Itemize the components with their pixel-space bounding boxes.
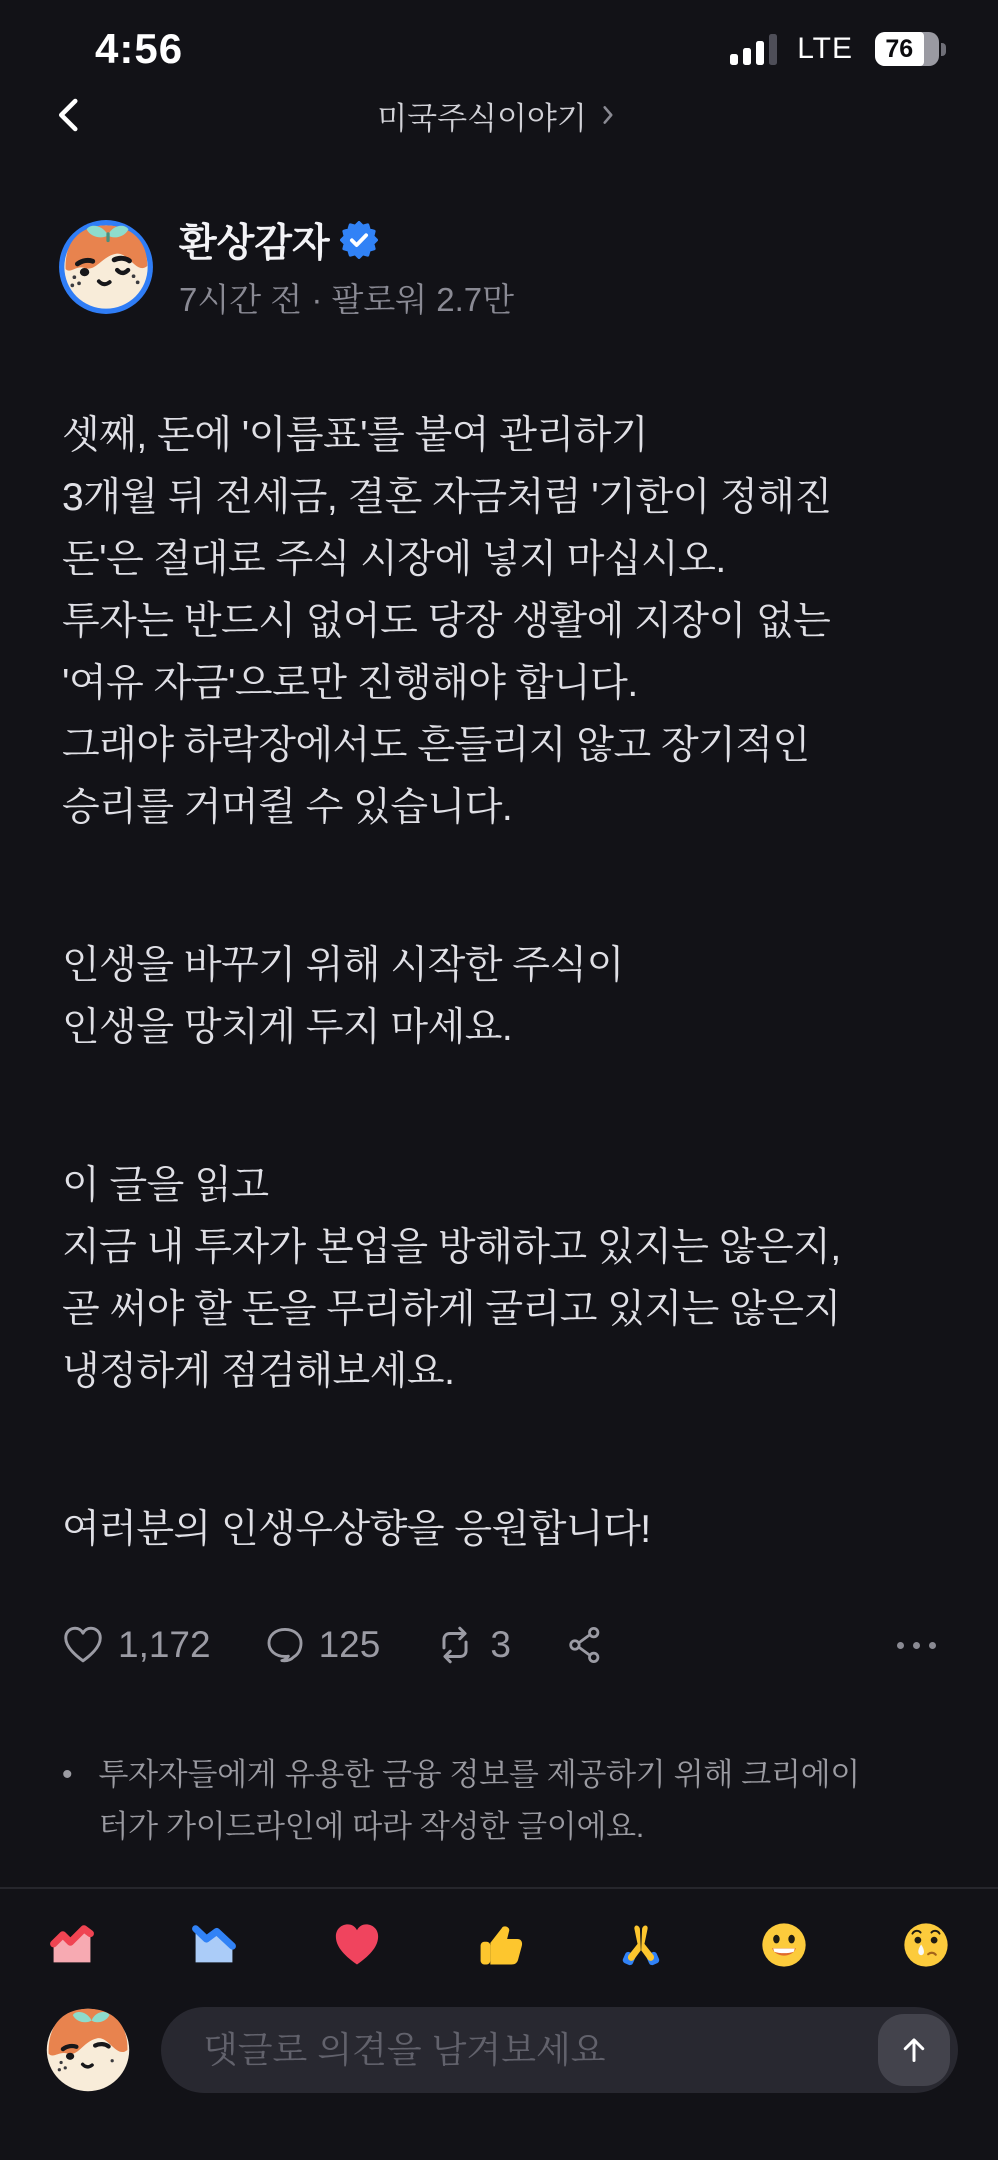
comment-bubble-icon <box>263 1623 307 1667</box>
heart-icon <box>331 1919 383 1971</box>
reaction-thumbs-up[interactable] <box>473 1919 525 1971</box>
reaction-chart-up[interactable] <box>46 1919 98 1971</box>
nav-bar <box>0 72 998 158</box>
smile-face-icon <box>758 1919 810 1971</box>
heart-outline-icon <box>60 1622 106 1668</box>
like-count: 1,172 <box>118 1624 211 1665</box>
comment-count: 125 <box>318 1624 381 1665</box>
comment-input[interactable] <box>203 2029 878 2071</box>
back-button[interactable] <box>44 89 96 141</box>
chart-down-icon <box>188 1919 240 1971</box>
repost-button[interactable] <box>432 1622 511 1668</box>
post-paragraph: 셋째, 돈에 '이름표'를 붙여 관리하기 3개월 뒤 전세금, 결혼 자금처럼 '기한이 정해진 돈'은 절대로 주식 시장에 넣지 마십시오. 투자는 반드시 없어도 당장 생활에 지장이 없는 '여유 자금'으로만 진행해야 합니다. 그래야 하락장에서도 흔들리지 않고 장기적인 승리를 거머쥘 수 있습니다. <box>62 414 832 829</box>
clock: 4:56 <box>95 25 184 72</box>
reaction-smile-face[interactable] <box>758 1919 810 1971</box>
battery-icon <box>875 32 946 66</box>
reaction-heart[interactable] <box>331 1919 383 1971</box>
signal-strength-icon <box>730 33 777 65</box>
author-avatar[interactable] <box>57 218 155 316</box>
thumbs-up-icon <box>473 1919 525 1971</box>
reaction-chart-down[interactable] <box>188 1919 240 1971</box>
repost-icon <box>432 1622 478 1668</box>
comment-button[interactable] <box>263 1623 381 1667</box>
disclaimer <box>0 1749 998 1853</box>
reaction-teary-face[interactable] <box>900 1919 952 1971</box>
folded-hands-icon <box>615 1919 667 1971</box>
chevron-right-icon <box>595 102 621 128</box>
more-options-button[interactable] <box>895 1636 938 1655</box>
disclaimer-text: 투자자들에게 유용한 금융 정보를 제공하기 위해 크리에이터가 가이드라인에 따라 작성한 글이에요. <box>98 1757 860 1844</box>
engagement-row <box>0 1619 998 1671</box>
author-name: 환상감자 <box>179 222 330 265</box>
chart-up-icon <box>46 1919 98 1971</box>
post-paragraph: 인생을 바꾸기 위해 시작한 주식이 인생을 망치게 두지 마세요. <box>62 944 624 1049</box>
reaction-folded-hands[interactable] <box>615 1919 667 1971</box>
status-bar <box>0 0 998 72</box>
chevron-left-icon <box>49 94 91 136</box>
comment-input-field[interactable] <box>161 2007 958 2093</box>
post-paragraph: 이 글을 읽고 지금 내 투자가 본업을 방해하고 있지는 않은지, 곧 써야 할 돈을 무리하게 굴리고 있지는 않은지 냉정하게 점검해보세요. <box>62 1164 841 1393</box>
post-meta: 7시간 전 · 팔로워 2.7만 <box>179 281 515 318</box>
like-button[interactable] <box>60 1622 211 1668</box>
my-avatar <box>45 2007 131 2093</box>
teary-face-icon <box>900 1919 952 1971</box>
author-row[interactable] <box>0 212 998 321</box>
share-button[interactable] <box>563 1623 607 1667</box>
share-icon <box>563 1623 607 1667</box>
comment-bar <box>0 1997 998 2093</box>
community-title: 미국주식이야기 <box>377 100 587 136</box>
repost-count: 3 <box>490 1624 511 1665</box>
bullet-dot: • <box>62 1758 73 1791</box>
send-comment-button[interactable] <box>878 2014 950 2086</box>
post-body <box>0 405 998 1561</box>
post-paragraph: 여러분의 인생우상향을 응원합니다! <box>62 1508 651 1551</box>
network-type-label: LTE <box>797 32 853 65</box>
verified-badge-icon <box>340 221 378 259</box>
battery-percent: 76 <box>885 34 914 63</box>
reaction-bar <box>0 1889 998 1997</box>
community-title-link[interactable] <box>377 93 621 138</box>
arrow-up-icon <box>893 2029 935 2071</box>
